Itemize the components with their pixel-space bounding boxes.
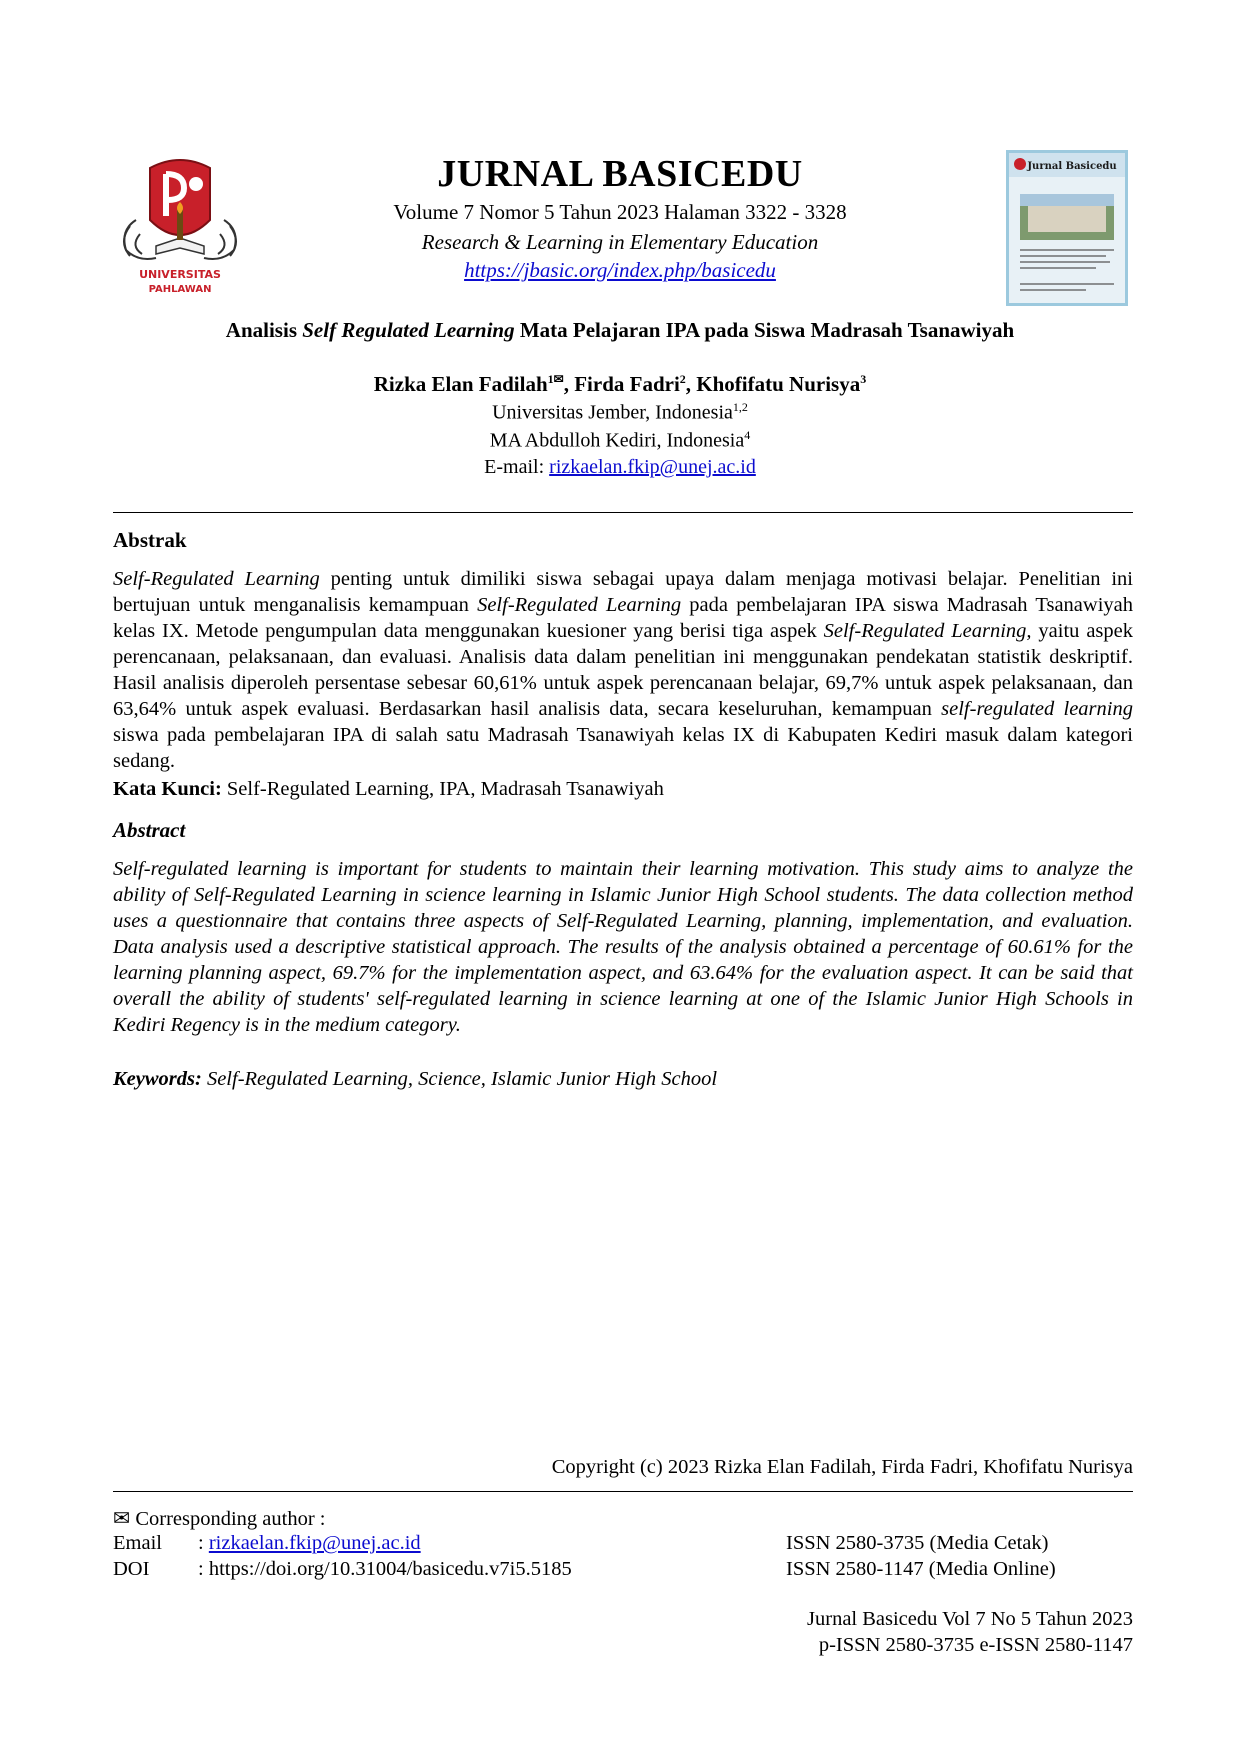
abstrak-body: Self-Regulated Learning penting untuk dimiliki siswa sebagai upaya dalam menjaga motivasi belajar. Penelitian ini bertujuan untuk menganalisis kemampuan Self-Regulated Learning pada pembelajaran IPA siswa Madrasah Tsanawiyah kelas IX. Metode pengumpulan data menggunakan kuesioner yang berisi tiga aspek Self-Regulated Learning, yaitu aspek perencanaan, pelaksanaan, dan evaluasi. Analisis data dalam penelitian ini menggunakan pendekatan statistik deskriptif. Hasil analisis diperoleh persentase sebesar 60,61% untuk aspek perencanaan belajar, 69,7% untuk aspek pelaksanaan, dan 63,64% untuk aspek evaluasi. Berdasarkan hasil analisis data, secara keseluruhan, kemampuan self-regulated learning siswa pada pembelajaran IPA di salah satu Madrasah Tsanawiyah kelas IX di Kabupaten Kediri masuk dalam kategori sedang. [113,568,1133,772]
journal-footer-line: Jurnal Basicedu Vol 7 No 5 Tahun 2023 [807,1608,1133,1630]
author-3: Khofifatu Nurisya [696,372,861,396]
journal-url-link[interactable]: https://jbasic.org/index.php/basicedu [464,258,776,282]
journal-url-wrap [300,258,940,283]
abstract-body: Self-regulated learning is important for students to maintain their learning motivation. This study aims to analyze the ability of Self-Regulated Learning in science learning in Islamic Junior High School students. The data collection method uses a questionnaire that contains three aspects of Self-Regulated Learning, planning, implementation, and evaluation. Data analysis used a descriptive statistical approach. The results of the analysis obtained a percentage of 60.61% for the learning planning aspect, 69.7% for the implementation aspect, and 63.64% for the evaluation aspect. It can be said that overall the ability of students' self-regulated learning in science learning at one of the Islamic Junior High Schools in Kediri Regency is in the medium category. [113,858,1133,1036]
issn-online: ISSN 2580-1147 (Media Online) [786,1558,1056,1580]
copyright-line: Copyright (c) 2023 Rizka Elan Fadilah, Firda Fadri, Khofifatu Nurisya [551,1456,1133,1478]
journal-tagline: Research & Learning in Elementary Education [421,230,819,254]
header-divider [113,512,1133,513]
issn-footer-line: p-ISSN 2580-3735 e-ISSN 2580-1147 [818,1634,1133,1656]
doi-value: : https://doi.org/10.31004/basicedu.v7i5.5185 [198,1558,572,1580]
kata-kunci: Kata Kunci: Self-Regulated Learning, IPA, Madrasah Tsanawiyah [113,778,664,800]
abstract-heading: Abstract [113,818,186,842]
logo-text: UNIVERSITAS [139,268,221,281]
author-list: Rizka Elan Fadilah$^{1✉}$, Firda Fadri$^2$, Khofifatu Nurisya$^3$ [373,372,867,396]
keywords: Keywords: Self-Regulated Learning, Science, Islamic Junior High School [113,1068,718,1090]
svg-text:Jurnal Basicedu: Jurnal Basicedu [1027,161,1117,172]
journal-cover-thumbnail [1006,150,1128,306]
university-logo [116,150,244,304]
email-label: Email [113,1532,162,1554]
doi-label: DOI [113,1558,150,1580]
author-2: Firda Fadri [574,372,680,396]
author-email-line: E-mail: rizkaelan.fkip@unej.ac.id [484,456,756,478]
author-1: Rizka Elan Fadilah [373,372,548,396]
journal-name: JURNAL BASICEDU [437,153,803,195]
envelope-icon: ✉ [553,372,564,386]
affiliation-2: MA Abdulloh Kediri, Indonesia$^4$ [489,428,751,452]
author-email-link[interactable]: rizkaelan.fkip@unej.ac.id [549,456,756,478]
article-title: Analisis Self Regulated Learning Mata Pelajaran IPA pada Siswa Madrasah Tsanawiyah [225,318,1015,342]
issn-print: ISSN 2580-3735 (Media Cetak) [786,1532,1049,1554]
footer-divider [113,1491,1133,1492]
abstrak-heading: Abstrak [113,528,187,552]
corresponding-email-link[interactable]: rizkaelan.fkip@unej.ac.id [208,1532,421,1554]
email-value: : rizkaelan.fkip@unej.ac.id [198,1532,421,1554]
corresponding-author: ✉ Corresponding author : [113,1508,326,1530]
envelope-icon: ✉ [113,1508,131,1530]
volume-line: Volume 7 Nomor 5 Tahun 2023 Halaman 3322 - 3328 [393,200,847,224]
affiliation-1: Universitas Jember, Indonesia$^{1,2}$ [492,400,748,424]
svg-text:PAHLAWAN: PAHLAWAN [148,284,212,295]
